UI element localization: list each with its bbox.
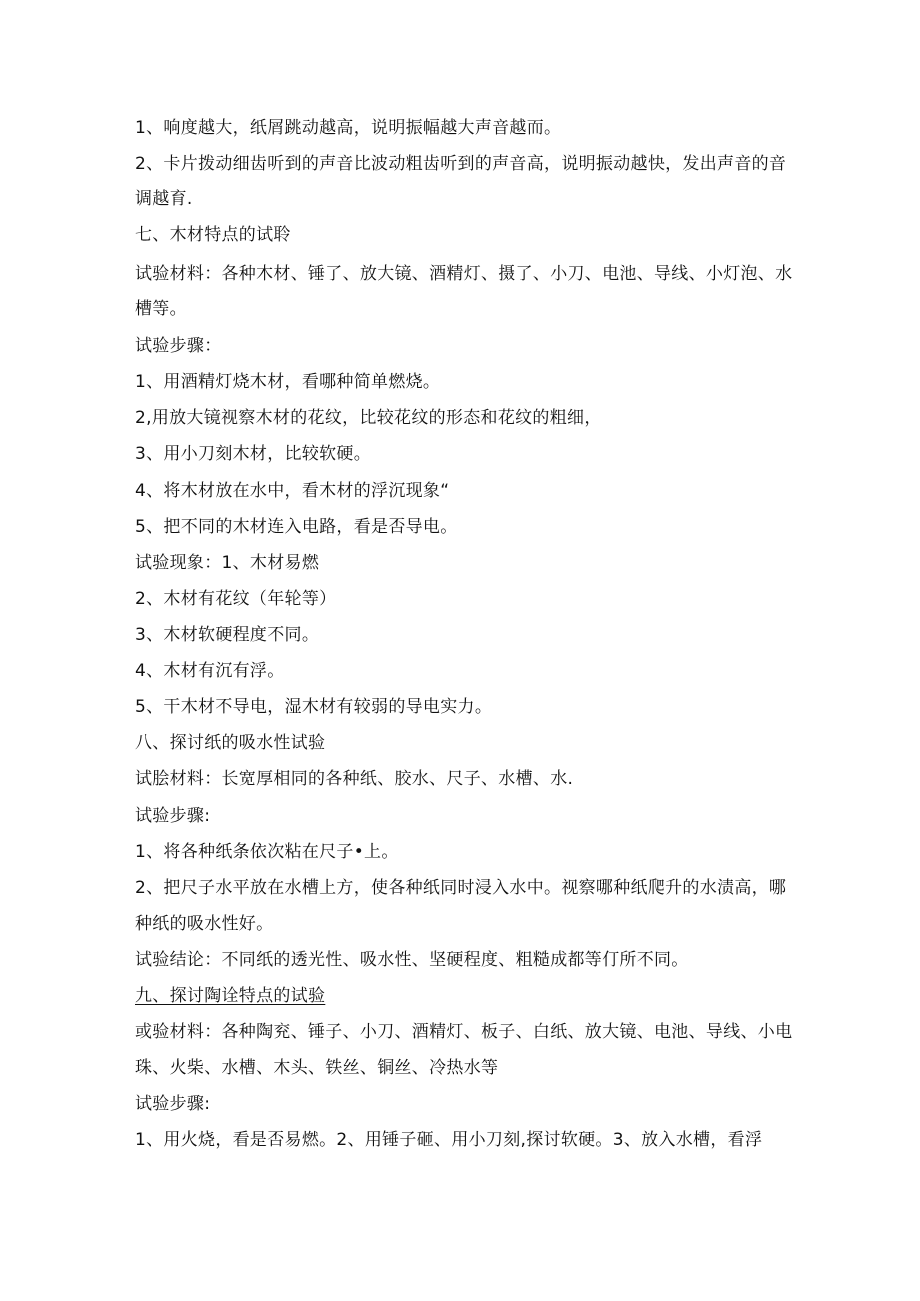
- text-line: 试验现象：1、木材易燃: [135, 553, 320, 573]
- text-line: 1、用火烧，看是否易燃。2、用锤子砸、用小刀刻,探讨软硬。3、放入水槽，看浮: [135, 1130, 763, 1150]
- text-line: 试验步骤：: [135, 336, 222, 356]
- text-line: 试验材料：各种木材、锤了、放大镜、酒精灯、摄了、小刀、电池、导线、小灯泡、水: [135, 264, 793, 284]
- text-line: 3、木材软硬程度不同。: [135, 625, 320, 645]
- text-line: 试脍材料：长宽厚相同的各种纸、胶水、尺子、水槽、水.: [135, 769, 574, 789]
- text-line: 或验材料：各种陶兖、锤子、小刀、酒精灯、板子、白纸、放大镜、电池、导线、小电: [135, 1022, 793, 1042]
- text-line: 1、用酒精灯烧木材，看哪种简单燃烧。: [135, 372, 441, 392]
- text-line: 1、响度越大，纸屑跳动越高，说明振幅越大声音越而。: [135, 118, 562, 138]
- text-line: 槽等。: [135, 299, 187, 319]
- text-line: 种纸的吸水性好。: [135, 914, 274, 934]
- text-line: 2、卡片拨动细齿听到的声音比波动粗齿听到的声音高，说明振动越快，发出声音的音: [135, 154, 787, 174]
- text-line: 2、木材有花纹（年轮等）: [135, 589, 337, 609]
- text-line: 1、将各种纸条依次粘在尺子•上。: [135, 842, 399, 862]
- text-line: 珠、火柴、水槽、木头、铁丝、铜丝、冷热水等: [135, 1058, 499, 1078]
- text-line: 试验步骤:: [135, 806, 211, 826]
- section-heading: 八、探讨纸的吸水性试验: [135, 733, 326, 753]
- text-line: 2,用放大镜视察木材的花纹，比较花纹的形态和花纹的粗细，: [135, 408, 602, 428]
- section-heading: 九、探讨陶诠特点的试验: [135, 986, 326, 1006]
- text-line: 试验结论：不同纸的透光性、吸水性、坚硬程度、粗糙成都等仃所不同。: [135, 950, 689, 970]
- section-heading: 七、木材特点的试聆: [135, 225, 291, 245]
- text-line: 5、把不同的木材连入电路，看是否导电。: [135, 517, 458, 537]
- text-line: 4、木材有沉有浮。: [135, 661, 285, 681]
- text-line: 3、用小刀刻木材，比较软硬。: [135, 444, 372, 464]
- text-line: 2、把尺子水平放在水槽上方，使各种纸同时浸入水中。视察哪种纸爬升的水渍高，哪: [135, 878, 787, 898]
- text-line: 调越育.: [135, 189, 193, 209]
- text-line: 4、将木材放在水中，看木材的浮沉现象“: [135, 481, 450, 501]
- text-line: 试验步骤:: [135, 1094, 211, 1114]
- text-line: 5、干木材不导电，湿木材有较弱的导电实力。: [135, 697, 493, 717]
